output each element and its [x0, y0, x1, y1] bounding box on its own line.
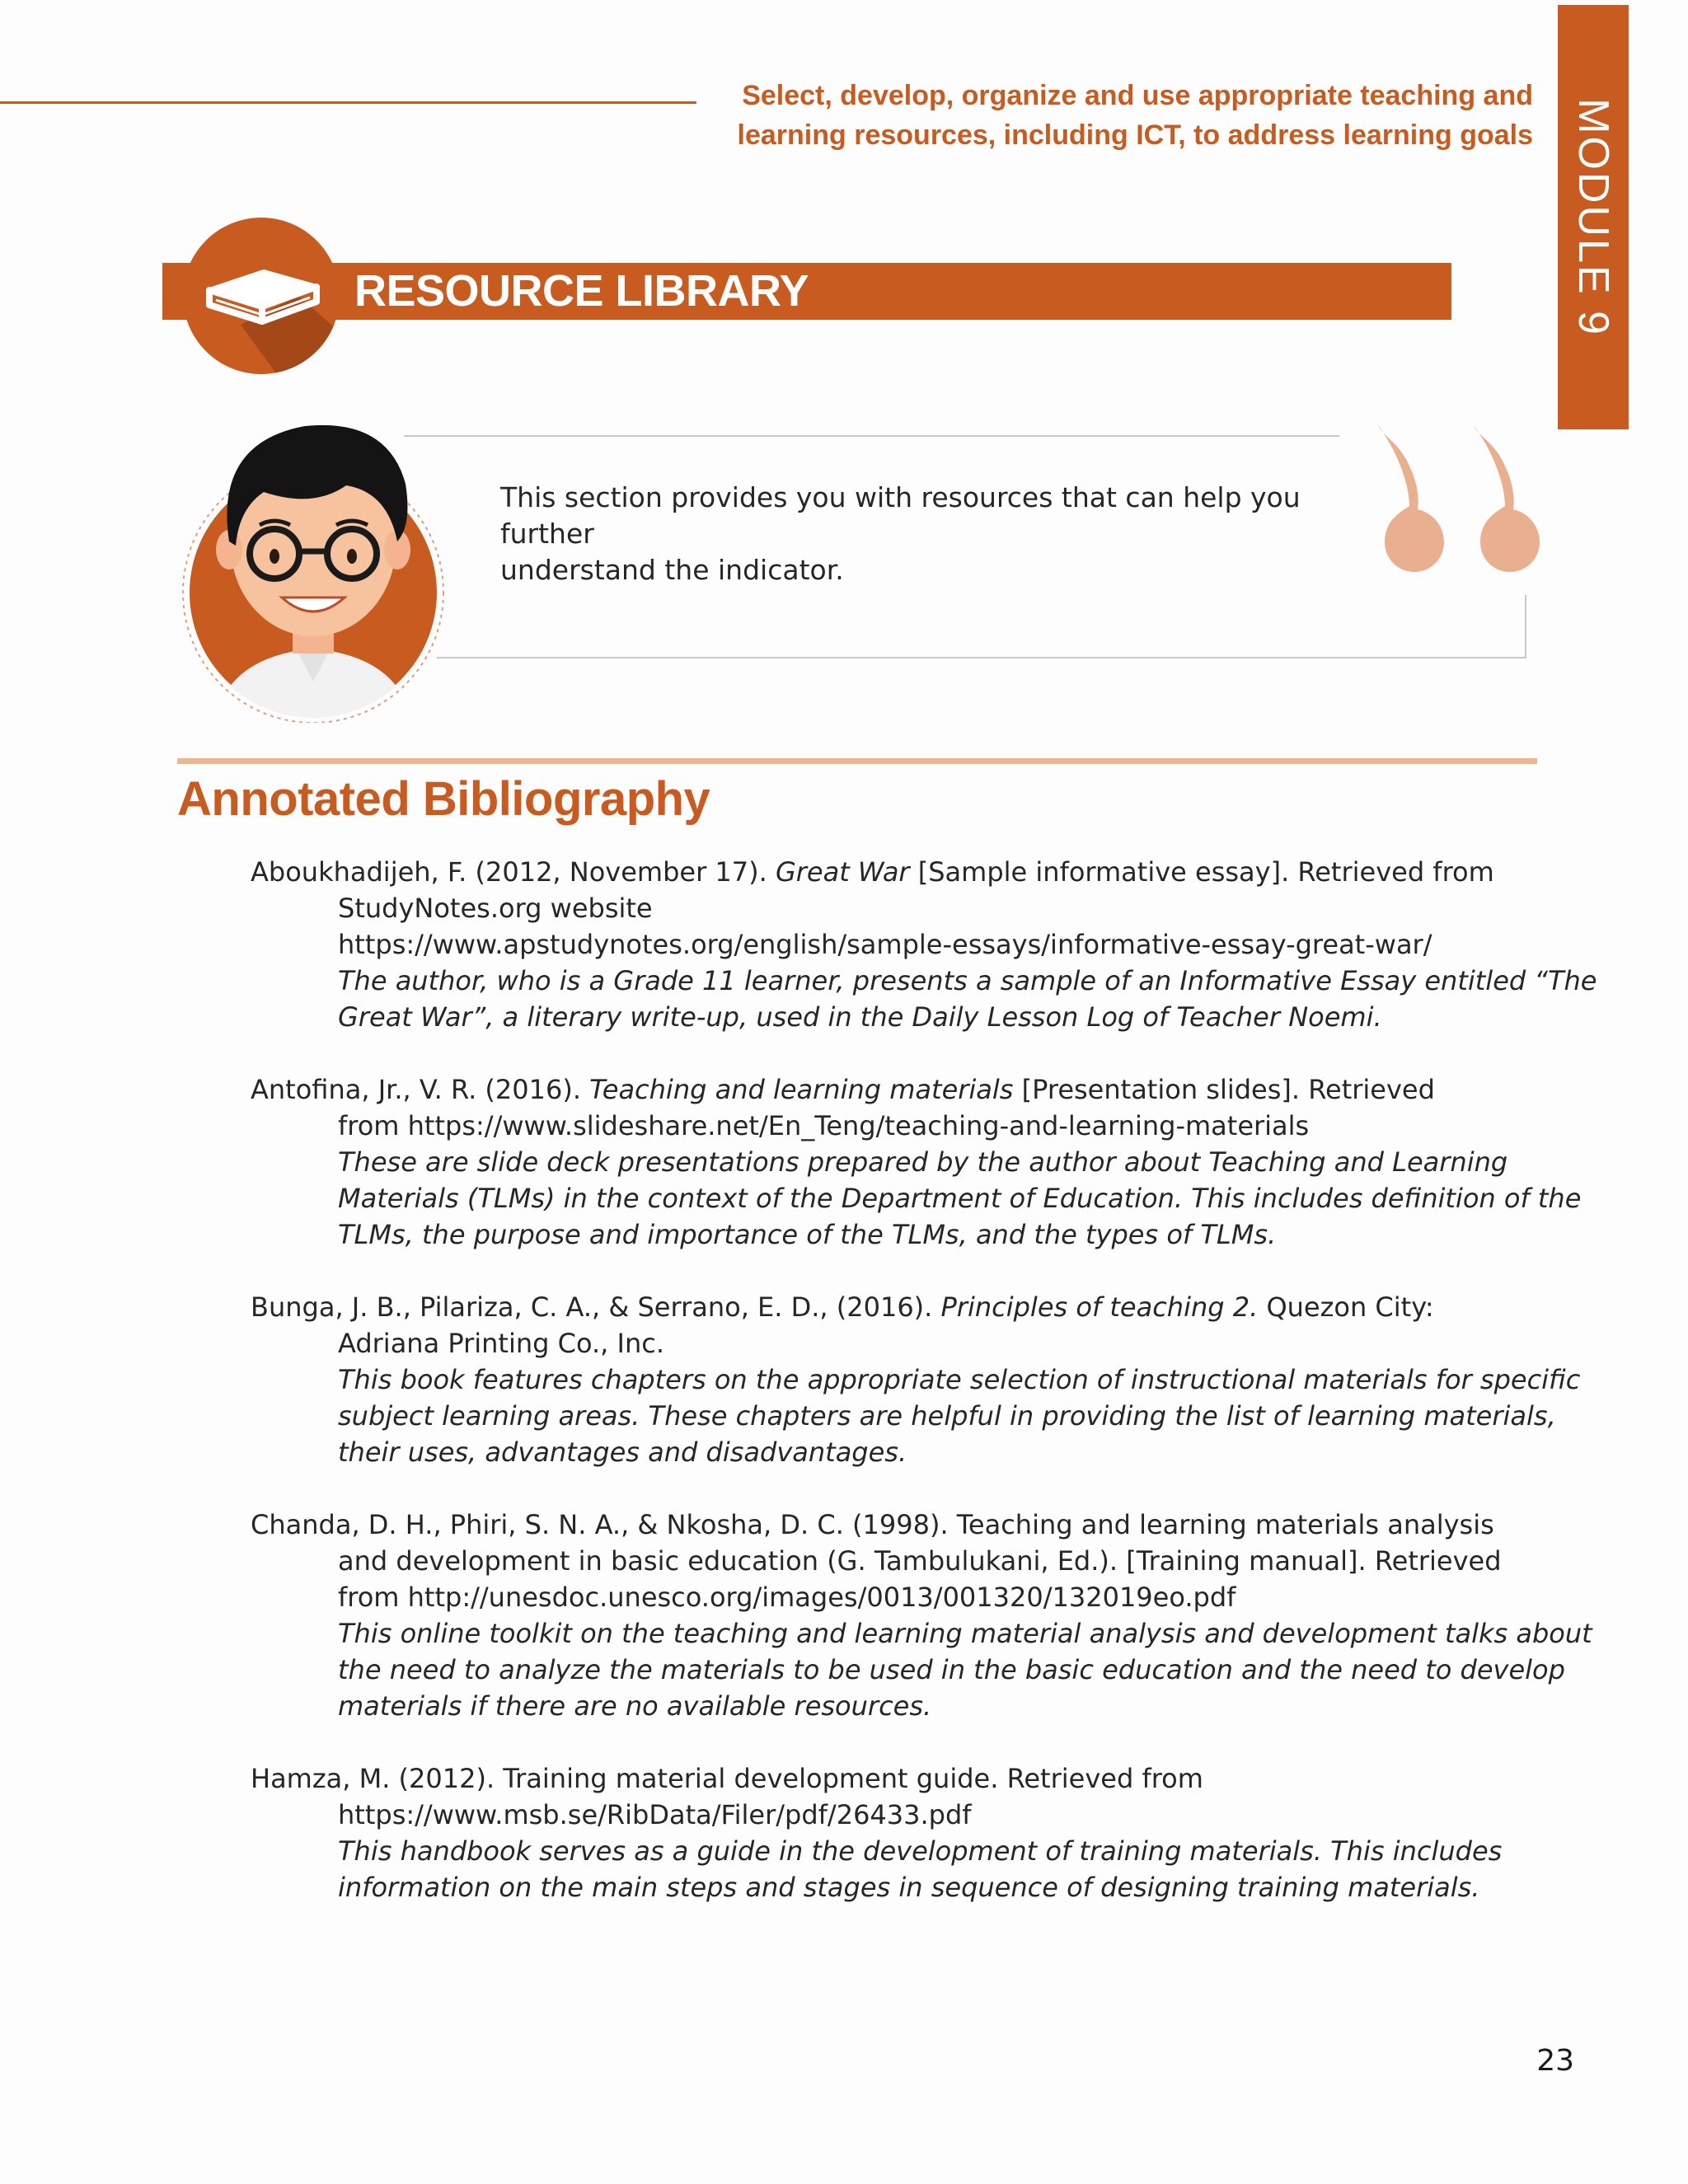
bibliography-entry [251, 854, 1597, 1035]
citation-url: https://www.msb.se/RibData/Filer/pdf/26433.pdf [338, 1799, 972, 1830]
annotation-line: This handbook serves as a guide in the development of training materials. This includes [338, 1835, 1503, 1867]
annotation-line: The author, who is a Grade 11 learner, presents a sample of an Informative Essay entitled “The [338, 965, 1597, 996]
callout-top-border [404, 435, 1339, 437]
annotation-line: materials if there are no available resources. [338, 1690, 932, 1722]
citation-line: Chanda, D. H., Phiri, S. N. A., & Nkosha, D. C. (1998). Teaching and learning materials analysis [251, 1509, 1494, 1540]
annotation-line: TLMs, the purpose and importance of the TLMs, and the types of TLMs. [338, 1219, 1277, 1250]
annotation-line: subject learning areas. These chapters are helpful in providing the list of learning materials, [338, 1400, 1556, 1432]
intro-line-2: understand the indicator. [500, 554, 844, 586]
module-label: MODULE 9 [1569, 97, 1617, 337]
callout-right-border [1525, 595, 1526, 658]
annotation-line: This online toolkit on the teaching and learning material analysis and development talks about [338, 1618, 1592, 1649]
bibliography-rule [177, 758, 1537, 764]
annotation-line: These are slide deck presentations prepared by the author about Teaching and Learning [338, 1146, 1508, 1178]
callout-bottom-border [437, 657, 1526, 658]
page-number: 23 [1536, 2044, 1574, 2078]
citation-line: Bunga, J. B., Pilariza, C. A., & Serrano, E. D., (2016). Principles of teaching 2. Quezon City: [251, 1291, 1434, 1323]
citation-url: https://www.apstudynotes.org/english/sample-essays/informative-essay-great-war/ [338, 929, 1432, 960]
citation-url: from http://unesdoc.unesco.org/images/0013/001320/132019eo.pdf [338, 1582, 1236, 1613]
annotation-line: their uses, advantages and disadvantages. [338, 1436, 907, 1468]
section-intro [500, 480, 1366, 588]
annotation-line: Great War”, a literary write-up, used in the Daily Lesson Log of Teacher Noemi. [338, 1001, 1382, 1033]
annotation-line: the need to analyze the materials to be used in the basic education and the need to develop [338, 1654, 1565, 1685]
intro-line-1: This section provides you with resources that can help you further [500, 481, 1301, 550]
annotation-line: information on the main steps and stages in sequence of designing training materials. [338, 1872, 1480, 1903]
citation-line: Adriana Printing Co., Inc. [338, 1328, 664, 1359]
citation-line: StudyNotes.org website [338, 893, 653, 924]
section-title: RESOURCE LIBRARY [354, 266, 809, 316]
bibliography-entry [251, 1071, 1582, 1253]
bibliography-entry [251, 1760, 1536, 1905]
module-tab [1558, 5, 1629, 429]
bibliography-entry [251, 1289, 1581, 1470]
indicator-line-2: learning resources, including ICT, to address learning goals [737, 120, 1533, 151]
citation-line: Hamza, M. (2012). Training material development guide. Retrieved from [251, 1763, 1203, 1794]
annotation-line: This book features chapters on the appropriate selection of instructional materials for specific [338, 1364, 1581, 1395]
citation-line: Antofina, Jr., V. R. (2016). Teaching and learning materials [Presentation slides]. Retrieved [251, 1074, 1435, 1105]
bibliography-entry [251, 1507, 1592, 1724]
citation-line: and development in basic education (G. Tambulukani, Ed.). [Training manual]. Retrieved [338, 1545, 1502, 1577]
annotation-line: Materials (TLMs) in the context of the Department of Education. This includes definition of the [338, 1183, 1582, 1214]
header-rule [0, 101, 696, 104]
citation-line: Aboukhadijeh, F. (2012, November 17). Great War [Sample informative essay]. Retrieved from [251, 856, 1494, 888]
teacher-avatar [181, 410, 445, 723]
indicator-line-1: Select, develop, organize and use appropriate teaching and [742, 80, 1533, 111]
indicator-heading [709, 76, 1533, 155]
bibliography-heading: Annotated Bibliography [177, 772, 710, 826]
bibliography-list [251, 854, 1597, 1942]
citation-url: from https://www.slideshare.net/En_Teng/teaching-and-learning-materials [338, 1110, 1310, 1141]
book-icon [183, 218, 340, 374]
quote-marks-icon [1360, 420, 1550, 573]
